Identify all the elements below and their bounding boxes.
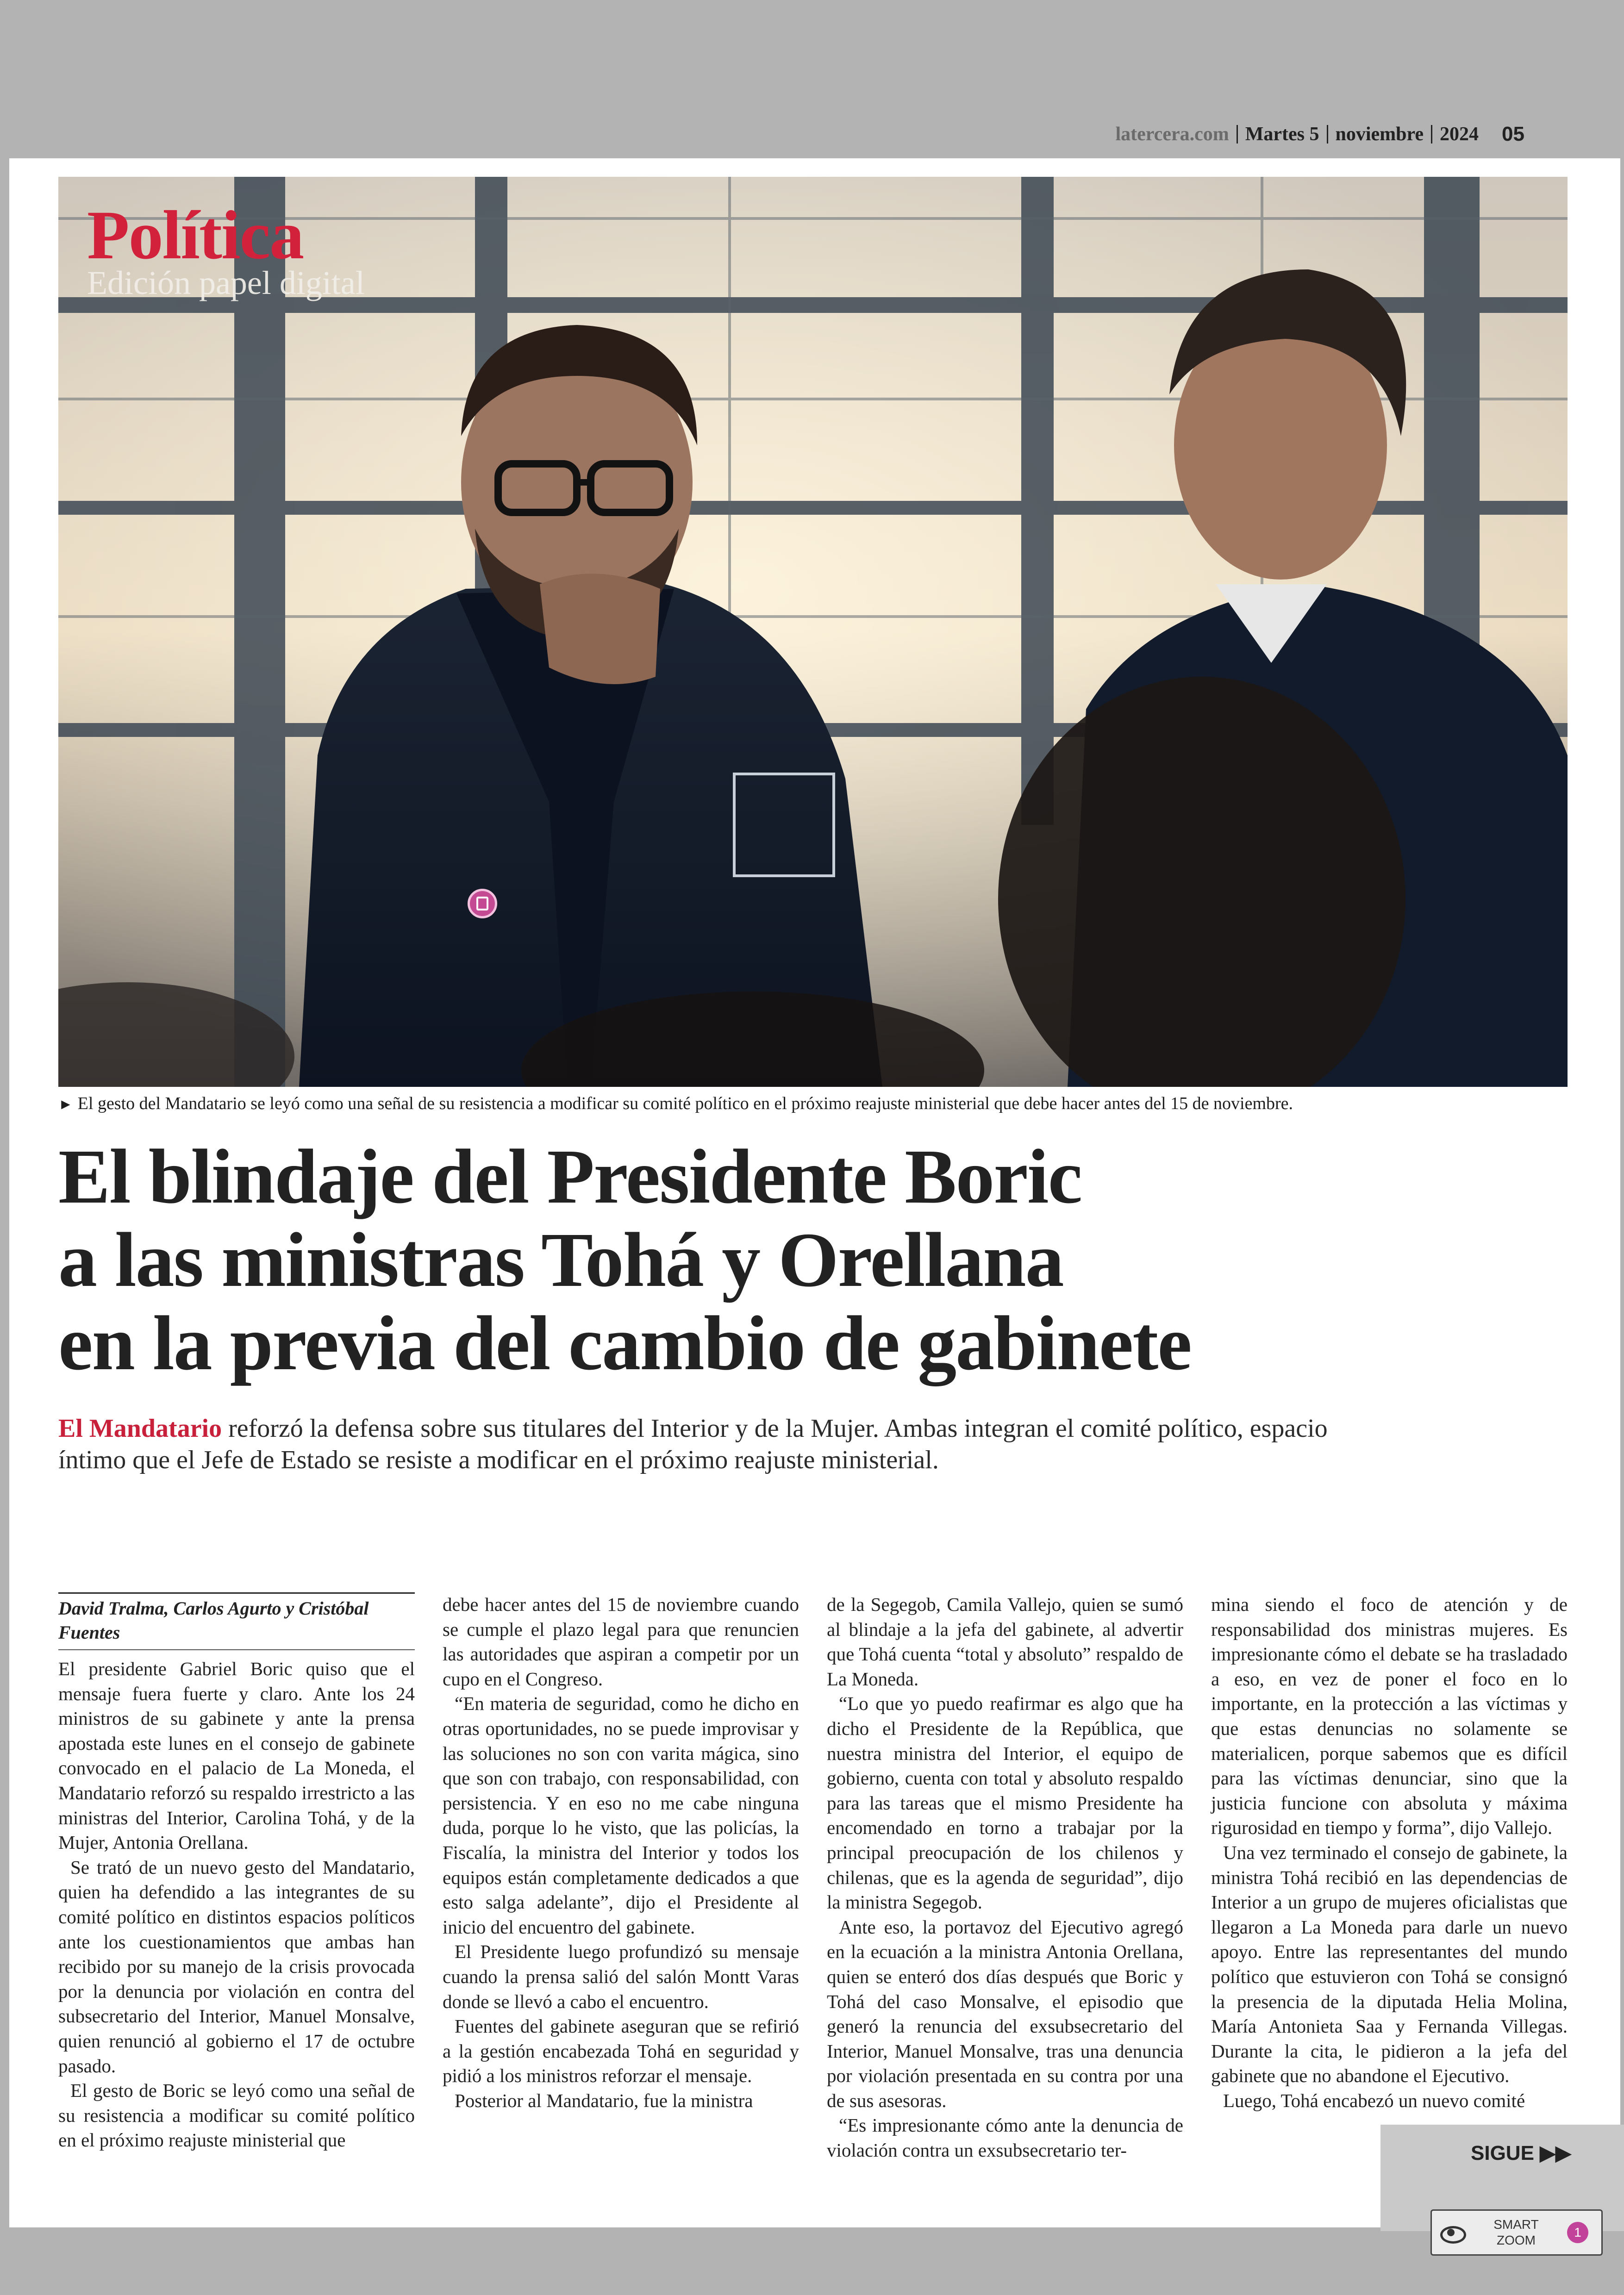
smart-zoom-label bbox=[1484, 2217, 1549, 2248]
masthead-month: noviembre bbox=[1335, 124, 1424, 145]
article-column-3 bbox=[827, 1592, 1183, 2166]
paragraph: “Lo que yo puedo reafirmar es algo que ha dicho el Presidente de la República, que nuestra ministra del Interior, el equipo de gobierno, cuenta con total y absoluto respaldo para las tareas que el mismo Presidente ha encomendado en torno a trabajar por la principal preocupación de los chilenos y chilenas, que es la agenda de seguridad”, dijo la ministra Segegob. bbox=[827, 1693, 1183, 1913]
byline: David Tralma, Carlos Agurto y Cristóbal Fuentes bbox=[58, 1592, 415, 1650]
paragraph: “En materia de seguridad, como he dicho en otras oportunidades, no se puede improvisar y las soluciones no son con varita mágica, sino que son con trabajo, con responsabilidad, con persistencia. Y en eso no me cabe ninguna duda, porque lo he visto, que las policías, la Fiscalía, la ministra del Interior y todos los equipos están completamente dedicados a que esto salga adelante”, dijo el Presidente al inicio del encuentro del gabinete. bbox=[443, 1693, 799, 1938]
paragraph: Luego, Tohá encabezó un nuevo comité bbox=[1223, 2089, 1525, 2111]
section-subtitle: Edición papel digital bbox=[87, 264, 365, 301]
paragraph: debe hacer antes del 15 de noviembre cuando se cumple el plazo legal para que renuncien las autoridades que aspiran a competir por un cupo en el Congreso. bbox=[443, 1594, 799, 1690]
caption-marker-icon: ► bbox=[58, 1096, 73, 1112]
photo-caption bbox=[58, 1093, 1568, 1114]
masthead-divider bbox=[1327, 125, 1328, 143]
headline-line: a las ministras Tohá y Orellana bbox=[58, 1217, 1063, 1303]
headline-line: El blindaje del Presidente Boric bbox=[58, 1134, 1082, 1220]
smart-zoom-badge: 1 bbox=[1567, 2222, 1588, 2243]
article-column-4 bbox=[1211, 1592, 1568, 2166]
paragraph: Fuentes del gabinete aseguran que se refirió a la gestión encabezada Tohá en seguridad y pidió a los ministros reforzar el mensaje. bbox=[443, 2015, 799, 2087]
headline-line: en la previa del cambio de gabinete bbox=[58, 1300, 1191, 1386]
paragraph: “Es impresionante cómo ante la denuncia de violación contra un exsubsecretario ter- bbox=[827, 2114, 1183, 2161]
caption-text: El gesto del Mandatario se leyó como una señal de su resistencia a modificar su comité político en el próximo reajuste ministerial que debe hacer antes del 15 de noviembre. bbox=[77, 1094, 1293, 1113]
masthead-divider bbox=[1431, 125, 1432, 143]
paragraph: El gesto de Boric se leyó como una señal de su resistencia a modificar su comité político en el próximo reajuste ministerial que bbox=[58, 2080, 415, 2151]
paragraph: El Presidente luego profundizó su mensaje cuando la prensa salió del salón Montt Varas donde se llevó a cabo el encuentro. bbox=[443, 1941, 799, 2012]
photo-illustration bbox=[58, 177, 1568, 1087]
deck-lead: El Mandatario bbox=[58, 1414, 222, 1443]
paragraph: Posterior al Mandatario, fue la ministra bbox=[455, 2089, 753, 2111]
media-hotspot-icon[interactable] bbox=[468, 889, 497, 918]
section-title: Política bbox=[87, 197, 304, 274]
smart-zoom-label-line: SMART bbox=[1493, 2217, 1539, 2232]
lead-photo[interactable] bbox=[58, 177, 1568, 1087]
paragraph: El presidente Gabriel Boric quiso que el mensaje fuera fuerte y claro. Ante los 24 ministros de su gabinete y ante la prensa apostada este lunes en el consejo de gabinete convocado en el palacio de La Moneda, el Mandatario reforzó su respaldo irrestricto a las ministras del Interior, Carolina Tohá, y de la Mujer, Antonia Orellana. bbox=[58, 1658, 415, 1853]
article-body bbox=[58, 1592, 1568, 2166]
headline bbox=[58, 1135, 1447, 1385]
paragraph: Ante eso, la portavoz del Ejecutivo agregó en la ecuación a la ministra Antonia Orellana, quien se enteró dos días después que Boric y Tohá del caso Monsalve, el episodio que generó la renuncia del exsubsecretario del Interior, Manuel Monsalve, tras una denuncia por violación presentada en su contra por una de sus asesoras. bbox=[827, 1916, 1183, 2111]
smart-zoom-button[interactable] bbox=[1430, 2209, 1603, 2256]
paragraph: Se trató de un nuevo gesto del Mandatario, quien ha defendido a las integrantes de su comité político en distintos espacios políticos ante los cuestionamientos que ambas han recibido por su manejo de la crisis provocada por la denuncia por violación en contra del subsecretario del Interior, Manuel Monsalve, quien renunció al gobierno el 17 de octubre pasado. bbox=[58, 1856, 415, 2077]
next-page-button[interactable]: SIGUE ▶▶ bbox=[1471, 2142, 1571, 2164]
masthead-divider bbox=[1237, 125, 1238, 143]
article-column-1 bbox=[58, 1592, 415, 2166]
paragraph: Una vez terminado el consejo de gabinete, la ministra Tohá recibió en las dependencias de Interior a un grupo de mujeres oficialistas que llegaron a La Moneda para darle un nuevo apoyo. Entre las representantes del mundo político que estuvieron con Tohá se consignó la presencia de la diputada Helia Molina, María Antonieta Saa y Fernanda Villegas. Durante la cita, le pidieron a la jefa del gabinete que no abandone el Ejecutivo. bbox=[1211, 1841, 1568, 2087]
eye-icon bbox=[1440, 2226, 1462, 2239]
site-name[interactable]: latercera.com bbox=[1115, 124, 1229, 145]
paragraph: mina siendo el foco de atención y de responsabilidad dos ministras mujeres. Es impresionante cómo el debate se ha trasladado a eso, en vez de poner el foco en lo importante, en la protección a las víctimas y que estas denuncias no solamente se materialicen, porque sabemos que es difícil para las víctimas denunciar, sino que la justicia funcione con absoluta y máxima rigurosidad en tiempo y forma”, dijo Vallejo. bbox=[1211, 1594, 1568, 1839]
masthead bbox=[1116, 123, 1525, 146]
masthead-year: 2024 bbox=[1440, 124, 1479, 145]
paragraph: de la Segegob, Camila Vallejo, quien se sumó al blindaje a la jefa del gabinete, al advertir que Tohá cuenta “total y absoluto” respaldo de La Moneda. bbox=[827, 1594, 1183, 1690]
next-page-panel bbox=[1380, 2125, 1624, 2247]
masthead-day: Martes 5 bbox=[1245, 124, 1319, 145]
article-column-2 bbox=[443, 1592, 799, 2166]
article-deck bbox=[58, 1413, 1355, 1476]
deck-text: reforzó la defensa sobre sus titulares del Interior y de la Mujer. Ambas integran el comité político, espacio íntimo que el Jefe de Estado se resiste a modificar en el próximo reajuste ministerial. bbox=[58, 1414, 1328, 1474]
smart-zoom-label-line: ZOOM bbox=[1497, 2233, 1536, 2247]
page-number: 05 bbox=[1502, 123, 1524, 145]
